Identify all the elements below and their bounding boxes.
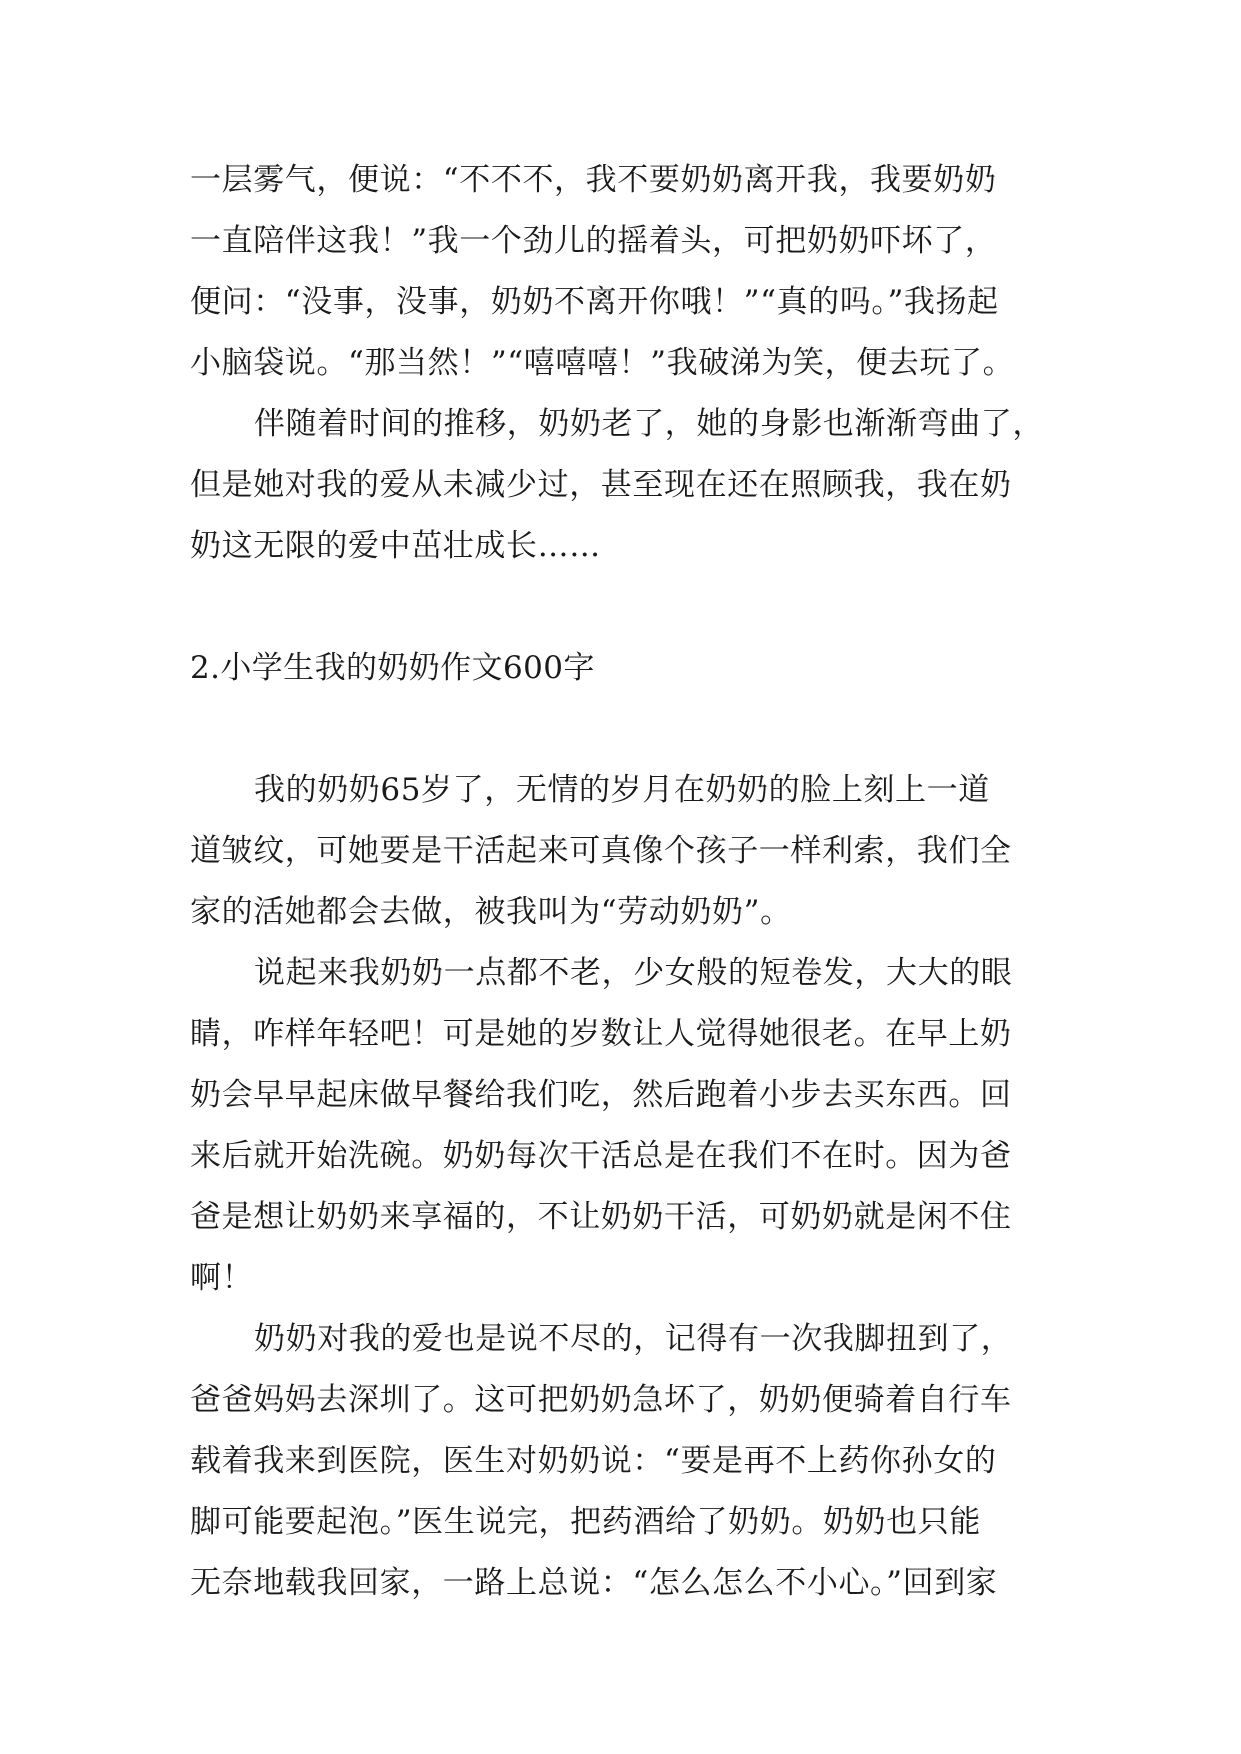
text-line: 奶奶对我的爱也是说不尽的，记得有一次我脚扭到了， — [254, 1321, 1013, 1357]
text-line: 小脑袋说。“那当然！”“嘻嘻嘻！”我破涕为笑，便去玩了。 — [190, 345, 1015, 381]
text-line: 来后就开始洗碗。奶奶每次干活总是在我们不在时。因为爸 — [190, 1138, 1012, 1174]
paragraph — [190, 394, 1062, 577]
text-line: 说起来我奶奶一点都不老，少女般的短卷发，大大的眼 — [254, 955, 1013, 991]
text-line: 家的活她都会去做，被我叫为“劳动奶奶”。 — [190, 894, 792, 930]
text-line: 我的奶奶65岁了，无情的岁月在奶奶的脸上刻上一道 — [254, 772, 990, 808]
document-page — [190, 150, 1062, 1614]
paragraph — [190, 760, 1062, 943]
text-line: 啊！ — [190, 1260, 254, 1296]
text-line: 便问：“没事，没事，奶奶不离开你哦！”“真的吗。”我扬起 — [190, 284, 999, 320]
text-line: 无奈地载我回家，一路上总说：“怎么怎么不小心。”回到家 — [190, 1565, 998, 1601]
section-heading: 2.小学生我的奶奶作文600字 — [190, 650, 595, 686]
text-line: 睛，咋样年轻吧！可是她的岁数让人觉得她很老。在早上奶 — [190, 1016, 1012, 1052]
paragraph — [190, 1309, 1062, 1614]
text-line: 奶会早早起床做早餐给我们吃，然后跑着小步去买东西。回 — [190, 1077, 1012, 1113]
paragraph — [190, 943, 1062, 1309]
text-line: 但是她对我的爱从未减少过，甚至现在还在照顾我，我在奶 — [190, 467, 1012, 503]
text-line: 爸是想让奶奶来享福的，不让奶奶干活，可奶奶就是闲不住 — [190, 1199, 1012, 1235]
text-line: 载着我来到医院，医生对奶奶说：“要是再不上药你孙女的 — [190, 1443, 997, 1479]
text-line: 道皱纹，可她要是干活起来可真像个孩子一样利索，我们全 — [190, 833, 1012, 869]
text-line: 一层雾气，便说：“不不不，我不要奶奶离开我，我要奶奶 — [190, 162, 997, 198]
paragraph-continued — [190, 150, 1062, 394]
text-line: 奶这无限的爱中茁壮成长…… — [190, 528, 601, 564]
blank-line — [190, 699, 1062, 760]
text-line: 一直陪伴这我！”我一个劲儿的摇着头，可把奶奶吓坏了， — [190, 223, 997, 259]
text-line: 爸爸妈妈去深圳了。这可把奶奶急坏了，奶奶便骑着自行车 — [190, 1382, 1012, 1418]
text-line: 伴随着时间的推移，奶奶老了，她的身影也渐渐弯曲了， — [254, 406, 1044, 442]
blank-line — [190, 577, 1062, 638]
text-line: 脚可能要起泡。”医生说完，把药酒给了奶奶。奶奶也只能 — [190, 1504, 981, 1540]
